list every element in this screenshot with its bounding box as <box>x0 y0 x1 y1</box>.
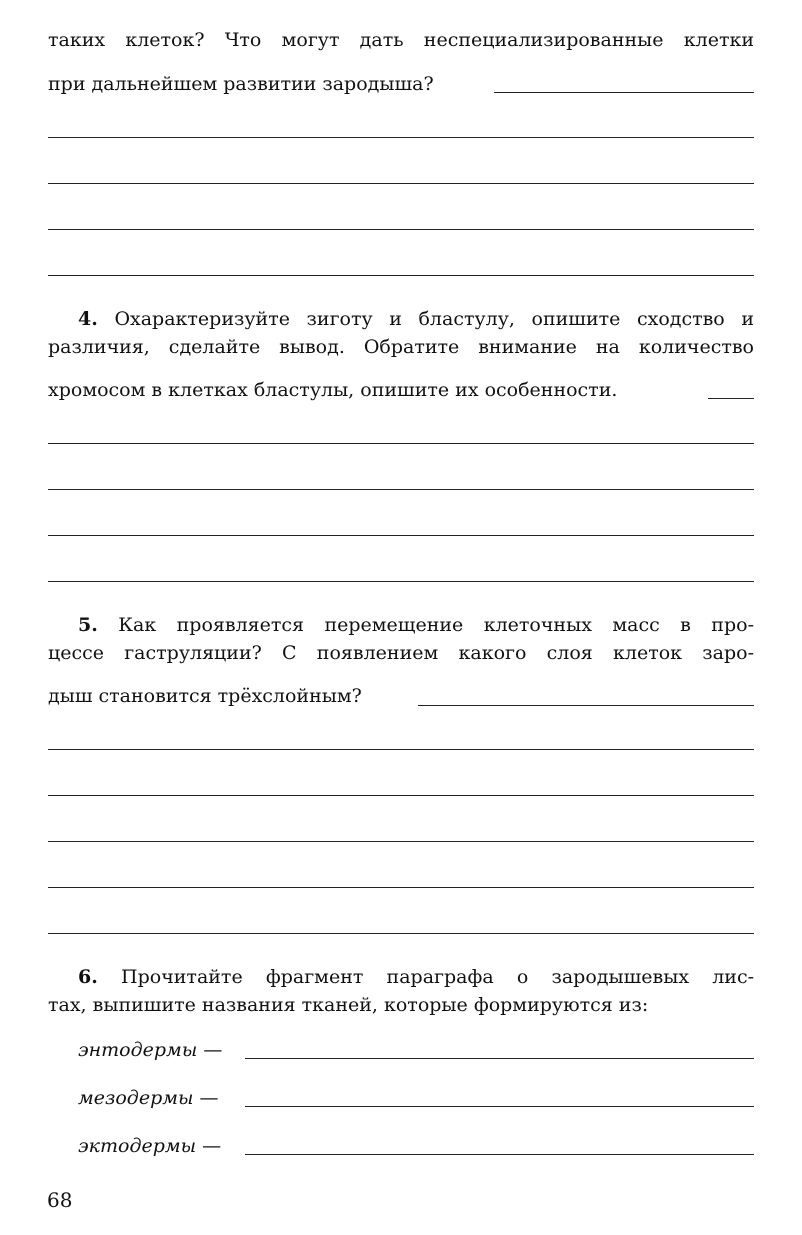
task-5-line-1 <box>78 612 754 638</box>
answer-line[interactable] <box>494 92 754 93</box>
task-4-text-1: Охарактеризуйте зиготу и бластулу, опишите сходство и <box>114 308 754 330</box>
answer-line[interactable] <box>48 581 754 582</box>
answer-line-mesoderm[interactable] <box>245 1106 754 1107</box>
answer-line[interactable] <box>48 443 754 444</box>
question-continuation-line-2: при дальнейшем развитии зародыша? <box>48 73 434 95</box>
answer-line[interactable] <box>48 229 754 230</box>
germ-layer-label-ectoderm: эктодермы — <box>78 1135 222 1157</box>
task-5-line-3: дыш становится трёхслойным? <box>48 685 362 707</box>
answer-line[interactable] <box>418 705 754 706</box>
answer-line[interactable] <box>48 933 754 934</box>
answer-line-endoderm[interactable] <box>245 1058 754 1059</box>
answer-line[interactable] <box>48 183 754 184</box>
question-continuation-line-1: таких клеток? Что могут дать неспециализированные клетки <box>48 29 754 51</box>
task-6-line-1 <box>78 964 754 990</box>
task-6-number: 6. <box>78 966 98 988</box>
page-number: 68 <box>47 1188 73 1212</box>
task-6-line-2: тах, выпишите названия тканей, которые формируются из: <box>48 994 649 1016</box>
answer-line[interactable] <box>48 275 754 276</box>
answer-line[interactable] <box>708 398 754 399</box>
answer-line[interactable] <box>48 749 754 750</box>
task-4-line-2: различия, сделайте вывод. Обратите внимание на количество <box>48 336 754 358</box>
task-5-number: 5. <box>78 614 98 636</box>
answer-line[interactable] <box>48 535 754 536</box>
answer-line[interactable] <box>48 137 754 138</box>
task-4-line-3: хромосом в клетках бластулы, опишите их особенности. <box>48 379 618 401</box>
answer-line[interactable] <box>48 887 754 888</box>
task-5-line-2: цессе гаструляции? С появлением какого слоя клеток заро- <box>48 642 754 664</box>
task-4-line-1 <box>78 306 754 332</box>
task-4-number: 4. <box>78 308 98 330</box>
germ-layer-label-mesoderm: мезодермы — <box>78 1087 219 1109</box>
answer-line-ectoderm[interactable] <box>245 1154 754 1155</box>
task-5-text-1: Как проявляется перемещение клеточных масс в про- <box>118 614 754 636</box>
germ-layer-label-endoderm: энтодермы — <box>78 1039 223 1061</box>
answer-line[interactable] <box>48 489 754 490</box>
answer-line[interactable] <box>48 795 754 796</box>
answer-line[interactable] <box>48 841 754 842</box>
task-6-text-1: Прочитайте фрагмент параграфа о зародышевых лис- <box>121 966 755 988</box>
